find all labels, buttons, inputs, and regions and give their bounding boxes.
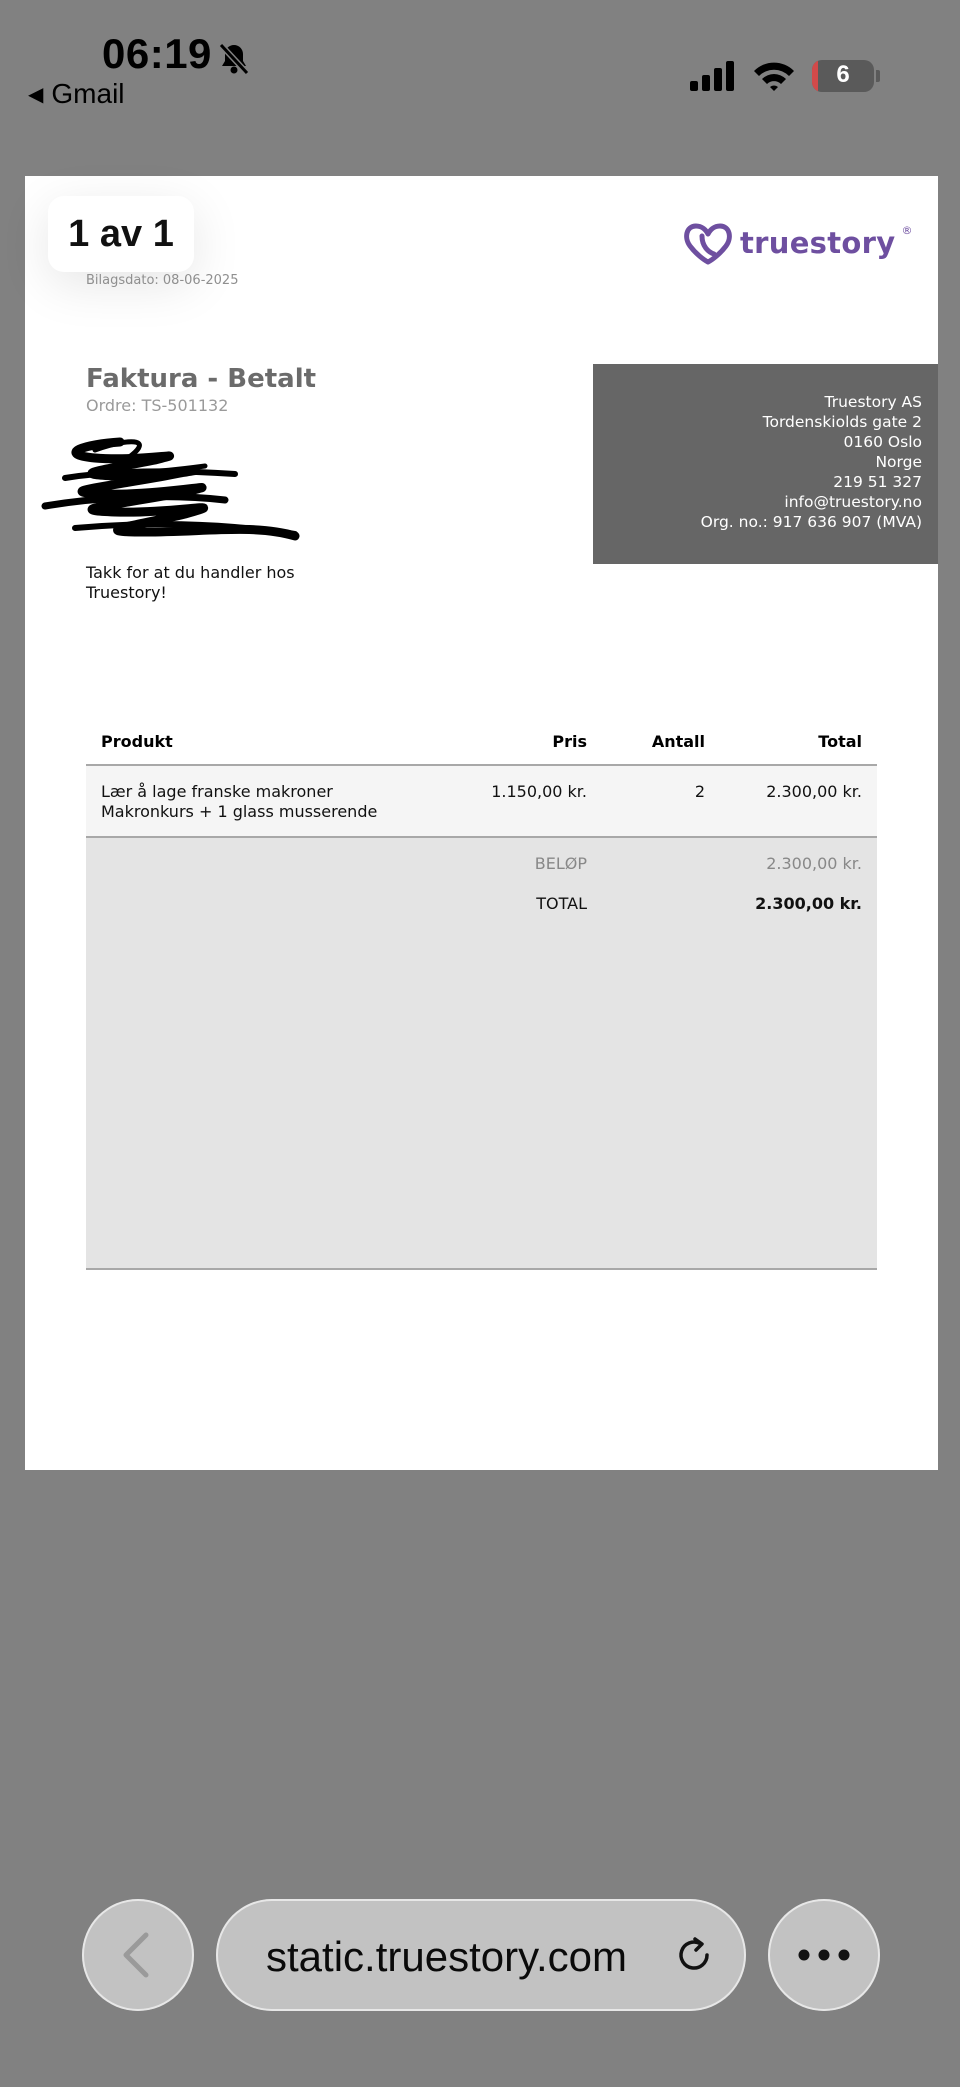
battery-percent: 6 — [836, 61, 850, 88]
logo-text: truestory — [740, 226, 896, 260]
invoice-table — [86, 720, 877, 1270]
back-to-app-link[interactable] — [28, 78, 125, 110]
column-header-price: Pris — [552, 732, 587, 751]
total-value: 2.300,00 kr. — [755, 894, 862, 913]
logo-registered-mark: ® — [901, 224, 913, 237]
product-quantity: 2 — [694, 782, 705, 801]
truestory-logo — [682, 220, 912, 266]
wifi-icon — [752, 60, 796, 96]
product-total: 2.300,00 kr. — [766, 782, 862, 801]
product-price: 1.150,00 kr. — [491, 782, 587, 801]
total-label: TOTAL — [536, 894, 587, 913]
amount-value: 2.300,00 kr. — [766, 854, 862, 873]
battery-icon — [812, 60, 874, 92]
invoice-title: Faktura - Betalt — [86, 364, 317, 394]
more-options-button[interactable] — [768, 1899, 880, 2011]
product-name: Lær å lage franske makroner — [101, 782, 333, 801]
product-variant: Makronkurs + 1 glass musserende — [101, 802, 378, 821]
company-name: Truestory AS — [824, 393, 922, 411]
silent-bell-icon — [218, 42, 250, 80]
more-dots-icon — [768, 1899, 880, 2011]
cellular-signal-icon — [690, 60, 736, 96]
bilag-date: Bilagsdato: 08-06-2025 — [86, 273, 239, 288]
company-phone: 219 51 327 — [833, 473, 922, 491]
reload-icon[interactable] — [674, 1935, 714, 1979]
back-triangle-icon: ◀ — [28, 83, 44, 106]
url-text: static.truestory.com — [266, 1933, 627, 1980]
battery-nub — [876, 70, 880, 82]
status-time: 06:19 — [102, 30, 212, 77]
back-button[interactable] — [82, 1899, 194, 2011]
order-number: Ordre: TS-501132 — [86, 396, 229, 415]
column-header-quantity: Antall — [651, 732, 705, 751]
company-org-number: Org. no.: 917 636 907 (MVA) — [700, 513, 922, 531]
truestory-logo-icon — [682, 220, 734, 266]
table-row — [86, 766, 877, 838]
redaction-scribble — [25, 430, 305, 550]
page-indicator: 1 av 1 — [48, 196, 194, 272]
company-postal: 0160 Oslo — [843, 433, 922, 451]
company-country: Norge — [875, 453, 922, 471]
table-header — [86, 720, 877, 766]
column-header-total: Total — [818, 732, 862, 751]
company-email: info@truestory.no — [784, 493, 922, 511]
totals-section — [86, 838, 877, 1270]
company-info-box — [593, 364, 938, 564]
amount-label: BELØP — [534, 854, 587, 873]
column-header-product: Produkt — [101, 732, 173, 751]
chevron-left-icon — [82, 1899, 194, 2011]
thank-you-message: Takk for at du handler hos Truestory! — [86, 563, 295, 602]
company-street: Tordenskiolds gate 2 — [762, 413, 922, 431]
address-bar[interactable] — [216, 1899, 746, 2011]
back-app-label: Gmail — [51, 78, 125, 109]
